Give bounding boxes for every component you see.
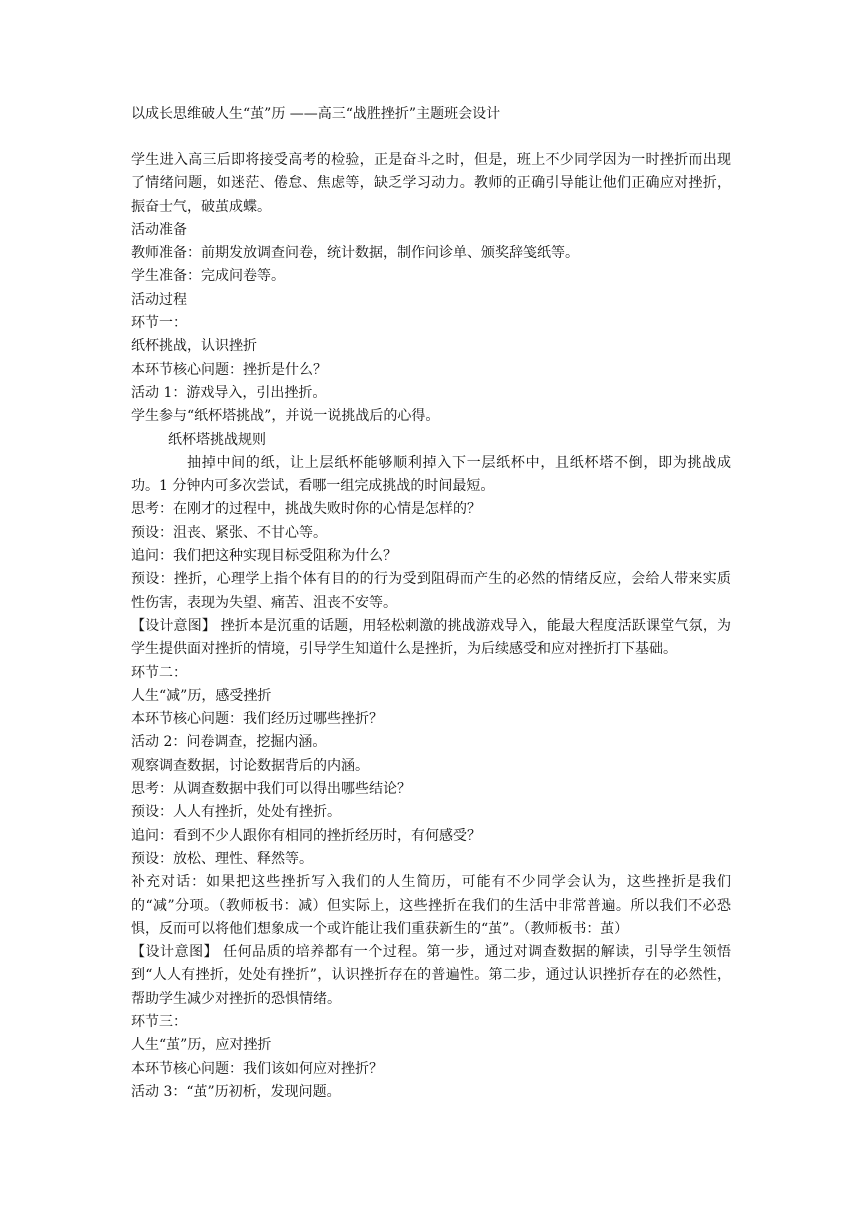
paragraph: 活动 1：游戏导入，引出挫折。 <box>131 384 327 401</box>
paragraph: 预设：放松、理性、释然等。 <box>131 850 313 867</box>
paragraph: 思考：从调查数据中我们可以得出哪些结论？ <box>131 781 411 798</box>
section-heading: 活动准备 <box>131 221 187 238</box>
section-heading: 活动过程 <box>131 291 187 308</box>
paragraph: 思考：在刚才的过程中，挑战失败时你的心情是怎样的？ <box>131 501 481 518</box>
document-body <box>131 149 731 1104</box>
paragraph: 活动 3：“茧”历初析，发现问题。 <box>131 1083 341 1100</box>
paragraph: 本环节核心问题：我们经历过哪些挫折？ <box>131 711 383 728</box>
step-title: 人生“茧”历，应对挫折 <box>131 1037 272 1054</box>
paragraph: 补充对话：如果把这些挫折写入我们的人生简历，可能有不少同学会认为，这些挫折是我们的“减”分项。（教师板书：减）但实际上，这些挫折在我们的生活中非常普遍。所以我们不必恐惧，反而可以将他们想象成一个或许能让我们重获新生的“茧”。（教师板书：茧） <box>131 874 731 937</box>
intro-paragraph: 学生进入高三后即将接受高考的检验，正是奋斗之时，但是，班上不少同学因为一时挫折而出现了情绪问题，如迷茫、倦怠、焦虑等，缺乏学习动力。教师的正确引导能让他们正确应对挫折，振奋士气，破茧成蝶。 <box>131 152 731 215</box>
step-heading: 环节一： <box>131 315 187 332</box>
paragraph: 学生参与“纸杯塔挑战”，并说一说挑战后的心得。 <box>131 408 440 425</box>
step-title: 人生“减”历，感受挫折 <box>131 687 272 704</box>
paragraph: 活动 2：问卷调查，挖掘内涵。 <box>131 734 327 751</box>
paragraph: 学生准备：完成问卷等。 <box>131 268 285 285</box>
design-intent-paragraph: 【设计意图】 挫折本是沉重的话题，用轻松刺激的挑战游戏导入，能最大程度活跃课堂气氛，为学生提供面对挫折的情境，引导学生知道什么是挫折，为后续感受和应对挫折打下基础。 <box>131 617 731 658</box>
document-title: 以成长思维破人生“茧”历 ——高三“战胜挫折”主题班会设计 <box>131 106 501 122</box>
paragraph: 预设：人人有挫折，处处有挫折。 <box>131 804 341 821</box>
paragraph: 观察调查数据，讨论数据背后的内涵。 <box>131 757 369 774</box>
step-title: 纸杯挑战，认识挫折 <box>131 338 257 355</box>
rules-paragraph: 抽掉中间的纸，让上层纸杯能够顺利掉入下一层纸杯中，且纸杯塔不倒，即为挑战成功。1 分钟内可多次尝试，看哪一组完成挑战的时间最短。 <box>131 454 731 495</box>
paragraph: 本环节核心问题：我们该如何应对挫折？ <box>131 1060 383 1077</box>
paragraph: 预设：沮丧、紧张、不甘心等。 <box>131 524 327 541</box>
step-heading: 环节二： <box>131 664 187 681</box>
rules-heading: 纸杯塔挑战规则 <box>168 431 266 448</box>
paragraph: 教师准备：前期发放调查问卷，统计数据，制作问诊单、颁奖辞笺纸等。 <box>131 245 579 262</box>
step-heading: 环节三： <box>131 1013 187 1030</box>
paragraph: 预设：挫折，心理学上指个体有目的的行为受到阻碍而产生的必然的情绪反应，会给人带来实质性伤害，表现为失望、痛苦、沮丧不安等。 <box>131 571 731 611</box>
paragraph: 追问：看到不少人跟你有相同的挫折经历时，有何感受？ <box>131 827 481 844</box>
design-intent-paragraph: 【设计意图】 任何品质的培养都有一个过程。第一步，通过对调查数据的解读，引导学生领悟到“人人有挫折，处处有挫折”，认识挫折存在的普遍性。第二步，通过认识挫折存在的必然性，帮助学生减少对挫折的恐惧情绪。 <box>131 944 731 1007</box>
paragraph: 追问：我们把这种实现目标受阻称为什么？ <box>131 548 397 565</box>
paragraph: 本环节核心问题：挫折是什么？ <box>131 361 327 378</box>
